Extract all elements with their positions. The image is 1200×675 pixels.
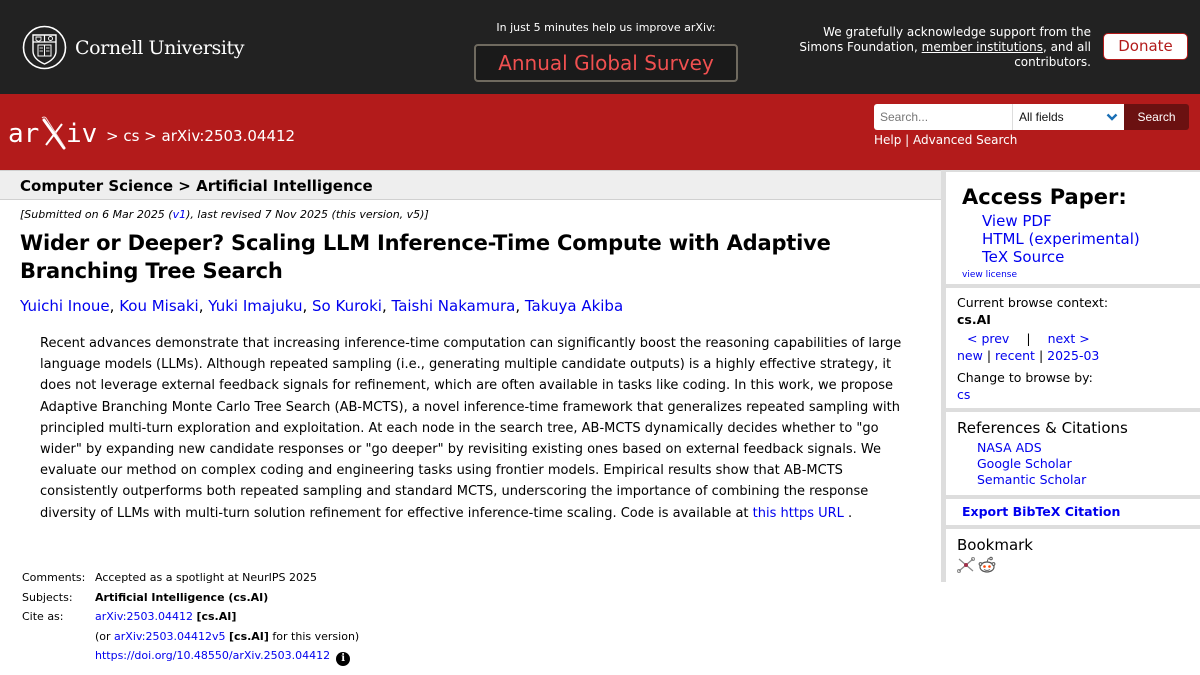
arxiv-header [0, 94, 1200, 170]
bibsonomy-icon [957, 556, 975, 574]
author-link[interactable]: Yuki Imajuku [208, 297, 303, 315]
nasa-ads-link[interactable]: NASA ADS [977, 440, 1042, 455]
subject-header [0, 170, 941, 200]
breadcrumb-paper-id: arXiv:2503.04412 [161, 127, 296, 145]
doi-row [22, 646, 359, 666]
tex-source-link[interactable]: TeX Source [982, 248, 1065, 266]
listing-links [957, 347, 1200, 364]
doi-link[interactable]: https://doi.org/10.48550/arXiv.2503.04412 [95, 649, 331, 662]
support-suffix: , and all contributors. [1014, 40, 1091, 69]
author-link[interactable]: Takuya Akiba [524, 297, 624, 315]
survey-lead-text: In just 5 minutes help us improve arXiv: [496, 21, 716, 34]
subjects-label: Subjects: [22, 590, 73, 604]
top-banner [0, 0, 1200, 94]
author-link[interactable]: Kou Misaki [119, 297, 199, 315]
access-links [982, 212, 1200, 266]
search-field-value: All fields [1019, 110, 1064, 124]
cite-version-link[interactable]: arXiv:2503.04412v5 [114, 629, 226, 643]
semantic-scholar-link[interactable]: Semantic Scholar [977, 472, 1087, 487]
export-bibtex-link[interactable]: Export BibTeX Citation [962, 504, 1121, 519]
abstract-text: Recent advances demonstrate that increasing inference-time computation can significantly boost the reasoning capabilities of large language models (LLMs). Although repeated sampling (i.e., generating multiple candidate outputs) is a highly effective strategy, it does not leverage external feedback signals for refinement, which are often available in tasks like coding. In this work, we propose Adaptive Branching Monte Carlo Tree Search (AB-MCTS), a novel inference-time framework that generalizes repeated sampling with principled multi-turn exploration and exploitation. At each node in the search tree, AB-MCTS dynamically decides whether to "go wider" by expanding new candidate responses or "go deeper" by revisiting existing ones based on external feedback signals. We evaluate our method on complex coding and engineering tasks using frontier models. Empirical results show that AB-MCTS consistently outperforms both repeated sampling and standard MCTS, underscoring the importance of combining the response diversity of LLMs with multi-turn solution refinement for effective inference-time scaling. Code is available at [40, 336, 902, 521]
submission-dateline [20, 208, 429, 221]
chevron-down-icon [1106, 112, 1118, 122]
abstract-end: . [843, 505, 853, 521]
search-field-select[interactable] [1012, 104, 1124, 130]
bookmark-icons [957, 556, 1200, 578]
cite-category: [cs.AI] [196, 610, 237, 623]
empty-label [22, 627, 95, 647]
view-pdf-link[interactable]: View PDF [982, 212, 1052, 230]
author-link[interactable]: Taishi Nakamura [391, 297, 516, 315]
access-paper-box [946, 172, 1200, 284]
html-experimental-link[interactable]: HTML (experimental) [982, 230, 1140, 248]
cite-alt-row [22, 627, 359, 647]
breadcrumb-cs[interactable]: cs [123, 127, 140, 145]
browse-context-box [946, 288, 1200, 408]
member-institutions-link[interactable]: member institutions [921, 40, 1043, 54]
reddit-link[interactable] [978, 556, 996, 578]
link-separator: | [901, 133, 914, 147]
new-link[interactable]: new [957, 348, 983, 363]
dateline-suffix: ), last revised 7 Nov 2025 (this version, v5)] [186, 208, 429, 221]
search-help-links [874, 133, 1017, 147]
view-license-link[interactable]: view license [962, 270, 1018, 280]
support-prefix: We gratefully acknowledge support from the Simons Foundation, [799, 25, 1091, 54]
comments-label: Comments: [22, 571, 86, 584]
author-link[interactable]: Yuichi Inoue [20, 297, 110, 315]
breadcrumb [106, 127, 295, 145]
annual-survey-button[interactable]: Annual Global Survey [474, 44, 738, 82]
code-url-link[interactable]: this https URL [752, 505, 844, 521]
bookmark-title: Bookmark [957, 536, 1033, 554]
donate-button[interactable]: Donate [1103, 33, 1188, 60]
prev-next-nav [957, 330, 1200, 347]
help-link[interactable]: Help [874, 133, 902, 147]
reddit-icon [978, 556, 996, 574]
cite-alt-prefix: (or [95, 629, 115, 643]
change-browse-label: Change to browse by: [957, 370, 1093, 385]
browse-cs-link[interactable]: cs [957, 387, 971, 402]
link-separator: | [1034, 348, 1048, 363]
paper-title: Wider or Deeper? Scaling LLM Inference-Time Compute with Adaptive Branching Tree Search [20, 231, 831, 283]
cite-alt-category: [cs.AI] [229, 629, 269, 643]
metadata-table [22, 568, 359, 666]
info-icon[interactable]: i [336, 652, 350, 666]
references-links [977, 440, 1200, 488]
author-list: Yuichi Inoue, Kou Misaki, Yuki Imajuku, So Kuroki, Taishi Nakamura, Takuya Akiba [20, 297, 624, 315]
doi-value [95, 646, 350, 666]
subjects-row [22, 588, 359, 608]
subjects-value-wrap [95, 588, 268, 608]
cite-id-link[interactable]: arXiv:2503.04412 [95, 610, 193, 623]
google-scholar-link[interactable]: Google Scholar [977, 456, 1072, 471]
month-link[interactable]: 2025-03 [1047, 348, 1100, 363]
cornell-logo-link[interactable] [22, 25, 244, 70]
link-separator: | [982, 348, 996, 363]
breadcrumb-sep: > [106, 127, 124, 145]
author-link[interactable]: So Kuroki [312, 297, 382, 315]
arxiv-logo-icon [8, 115, 102, 150]
bibsonomy-link[interactable] [957, 556, 975, 578]
search-button[interactable]: Search [1124, 104, 1189, 130]
institution-name: Cornell University [75, 36, 245, 59]
support-acknowledgement [791, 25, 1091, 70]
dateline-prefix: [Submitted on 6 Mar 2025 ( [20, 208, 173, 221]
recent-link[interactable]: recent [995, 348, 1035, 363]
references-title: References & Citations [957, 419, 1128, 437]
cite-label: Cite as: [22, 610, 64, 623]
next-link[interactable]: next > [1047, 331, 1090, 346]
cite-value [95, 607, 236, 627]
advanced-search-link[interactable]: Advanced Search [913, 133, 1018, 147]
svg-text:ar: ar [8, 119, 40, 149]
cite-alt-suffix: for this version) [268, 629, 360, 643]
access-paper-title: Access Paper: [962, 185, 1127, 209]
survey-promo [474, 21, 738, 82]
abstract [40, 333, 910, 524]
sidebar [941, 170, 1200, 582]
svg-text:iv: iv [66, 119, 98, 149]
cornell-seal-icon [22, 25, 67, 70]
comments-value: Accepted as a spotlight at NeurIPS 2025 [95, 571, 317, 584]
subjects-value: Artificial Intelligence (cs.AI) [95, 590, 269, 604]
references-box [946, 412, 1200, 495]
search-input[interactable] [874, 104, 1012, 130]
prev-link[interactable]: < prev [967, 331, 1010, 346]
cite-row [22, 607, 359, 627]
nav-separator: | [1026, 331, 1031, 346]
browse-context-label: Current browse context: [957, 295, 1109, 310]
search-form [874, 104, 1189, 130]
bibtex-box [946, 499, 1200, 525]
empty-label [22, 646, 95, 666]
comments-row [22, 568, 359, 588]
cite-alt-value [95, 627, 359, 647]
subject-title: Computer Science > Artificial Intelligence [20, 177, 373, 195]
bookmark-box [946, 529, 1200, 585]
version-v1-link[interactable]: v1 [172, 208, 187, 221]
breadcrumb-sep: > [139, 127, 162, 145]
browse-context-value: cs.AI [957, 312, 991, 327]
